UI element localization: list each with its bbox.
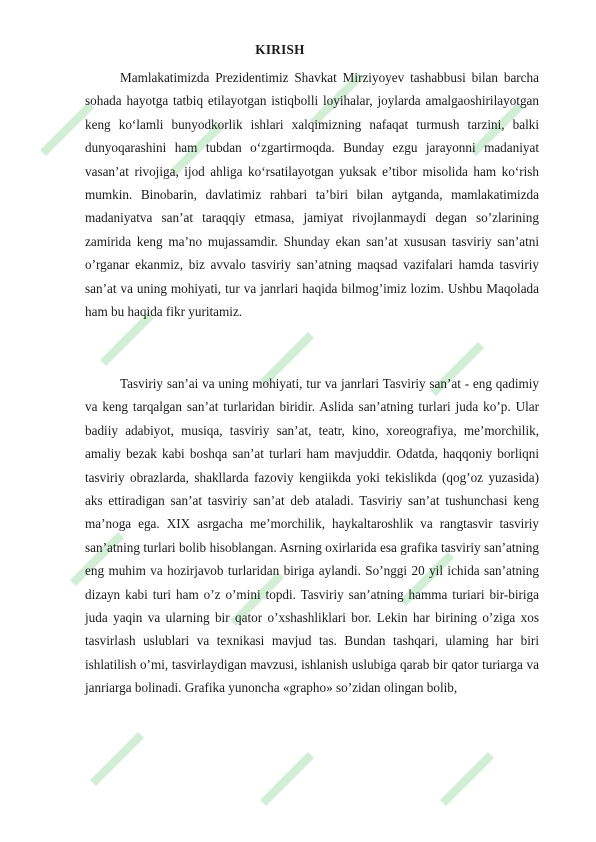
paragraph: Tasviriy san’ai va uning mohiyati, tur va janrlari Tasviriy san’at - eng qadimiy va keng tarqalgan san’at turlaridan biridir. Aslida san’atning turlari juda ko’p. Ular badiiy adabiyot, musiqa, tasviriy san’at, teatr, kino, xoreografiya, me’morchilik, amaliy bezak kabi boshqa san’at turlari ham mavjuddir. Odatda, haqqoniy borliqni tasviriy obrazlarda, shakllarda fazoviy kengiikda yoki tekislikda (qog’oz yuzasida) aks ettiradigan san’at tasviriy san’at deb ataladi. Tasviriy san’at tushunchasi keng ma’noga ega. XIX asrgacha me’morchilik, haykaltaroshlik va rangtasvir tasviriy san’atning turlari bolib hisoblangan. Asrning oxirlarida esa grafika tasviriy san’atning eng muhim va hozirjavob turlaridan biriga aylandi. So’nggi 20 yil ichida san’atning dizayn kabi turi ham o’z o’mini topdi. Tasviriy san’atning hamma turiari bir-biriga juda yaqin va ularning bir qator o’xshashliklari bor. Lekin har birining o’ziga xos tasvirlash uslublari va texnikasi mavjud tas. Bundan tashqari, ulaming har biri ishlatilish o’mi, tasvirlaydigan mavzusi, ishlanish uslubiga qarab bir qator turiarga va janriarga bolinadi. Grafika yunoncha «grapho» so’zidan olingan bolib, — [85, 376, 539, 696]
paragraph-2-block — [85, 372, 539, 700]
paragraph-1-block — [85, 66, 539, 323]
watermark-icon — [250, 740, 320, 810]
watermark-icon — [80, 720, 150, 790]
document-title: KIRISH — [255, 42, 305, 57]
paragraph: Mamlakatimizda Prezidentimiz Shavkat Mirziyoyev tashabbusi bilan barcha sohada hayotga tatbiq etilayotgan istiqbolli loyihalar, joylarda amalgaoshirilayotgan keng ko‘lamli bunyodkorlik ishlari xalqimizning nafaqat turmush tarzini, balki dunyoqarashini ham tubdan o‘zgartirmoqda. Bunday ezgu jarayonni madaniyat vasan’at rivojiga, ijod ahliga ko‘rsatilayotgan yuksak e’tibor misolida ham ko‘rish mumkin. Binobarin, davlatimiz rahbari ta’biri bilan aytganda, mamlakatimizda madaniyatva san’at taraqqiy etmasa, jamiyat rivojlanmaydi degan so’zlarining zamirida keng ma’no mujassamdir. Shunday ekan san’at xususan tasviriy san’atni o’rganar ekanmiz, biz avvalo tasviriy san’atning maqsad vazifalari hamda tasviriy san’at va uning mohiyati, tur va janrlari haqida bilmog’imiz lozim. Ushbu Maqolada ham bu haqida fikr yuritamiz. — [85, 70, 539, 320]
watermark-icon — [430, 740, 500, 810]
